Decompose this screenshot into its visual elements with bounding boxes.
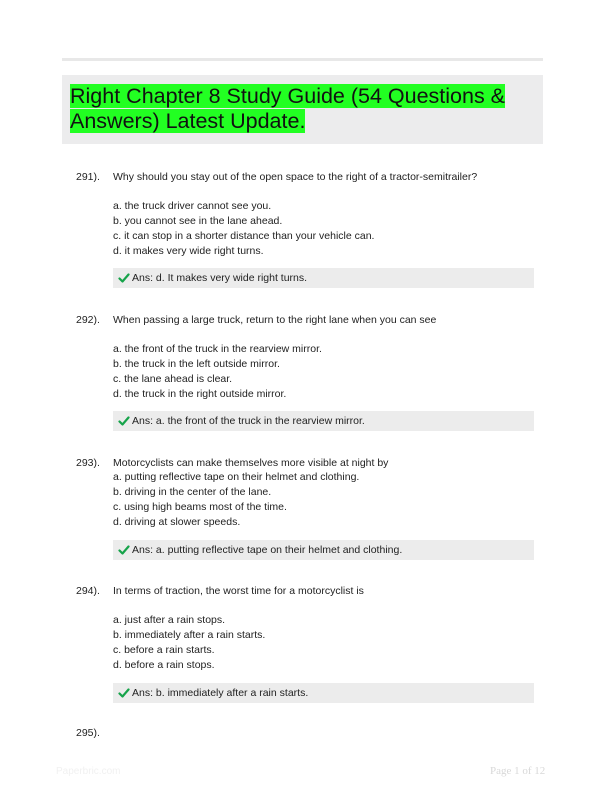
options-list [113, 342, 322, 402]
page-indicator: Page 1 of 12 [490, 765, 546, 777]
answer-text: Ans: a. putting reflective tape on their helmet and clothing. [132, 544, 403, 556]
option-b: b. you cannot see in the lane ahead. [113, 215, 283, 227]
option-a: a. just after a rain stops. [113, 614, 226, 626]
option-b: b. the truck in the left outside mirror. [113, 358, 280, 370]
answer-box [113, 540, 534, 560]
question-number: 295). [76, 727, 100, 739]
answer-box [113, 411, 534, 431]
option-d: d. it makes very wide right turns. [113, 245, 264, 257]
document-title [70, 84, 540, 134]
option-c: c. it can stop in a shorter distance than your vehicle can. [113, 230, 375, 242]
question-text: Why should you stay out of the open space to the right of a tractor-semitrailer? [113, 171, 478, 183]
question-number: 291). [76, 171, 100, 183]
option-a: a. putting reflective tape on their helmet and clothing. [113, 471, 360, 483]
option-d: d. the truck in the right outside mirror. [113, 388, 287, 400]
option-b: b. driving in the center of the lane. [113, 486, 272, 498]
question-number: 294). [76, 585, 100, 597]
option-c: c. the lane ahead is clear. [113, 373, 233, 385]
options-list [113, 613, 265, 673]
question-text: When passing a large truck, return to the right lane when you can see [113, 314, 437, 326]
check-icon [118, 544, 130, 556]
answer-text: Ans: b. immediately after a rain starts. [132, 687, 309, 699]
answer-text: Ans: d. It makes very wide right turns. [132, 272, 308, 284]
option-b: b. immediately after a rain starts. [113, 629, 266, 641]
footer-site: Paperbric.com [56, 766, 121, 777]
option-c: c. using high beams most of the time. [113, 501, 287, 513]
options-list [113, 199, 374, 259]
top-divider [62, 58, 543, 61]
option-d: d. driving at slower speeds. [113, 516, 241, 528]
option-a: a. the truck driver cannot see you. [113, 200, 272, 212]
title-highlight: Right Chapter 8 Study Guide (54 Questions & Answers) Latest Update. [70, 84, 506, 133]
title-panel [62, 75, 543, 144]
question-number: 293). [76, 457, 100, 469]
option-a: a. the front of the truck in the rearview mirror. [113, 343, 322, 355]
question-text: Motorcyclists can make themselves more visible at night by [113, 457, 389, 469]
options-list [113, 470, 359, 530]
question-text: In terms of traction, the worst time for a motorcyclist is [113, 585, 364, 597]
answer-text: Ans: a. the front of the truck in the rearview mirror. [132, 415, 365, 427]
check-icon [118, 415, 130, 427]
answer-box [113, 683, 534, 703]
question-number: 292). [76, 314, 100, 326]
check-icon [118, 272, 130, 284]
option-d: d. before a rain stops. [113, 659, 215, 671]
answer-box [113, 268, 534, 288]
option-c: c. before a rain starts. [113, 644, 215, 656]
check-icon [118, 687, 130, 699]
